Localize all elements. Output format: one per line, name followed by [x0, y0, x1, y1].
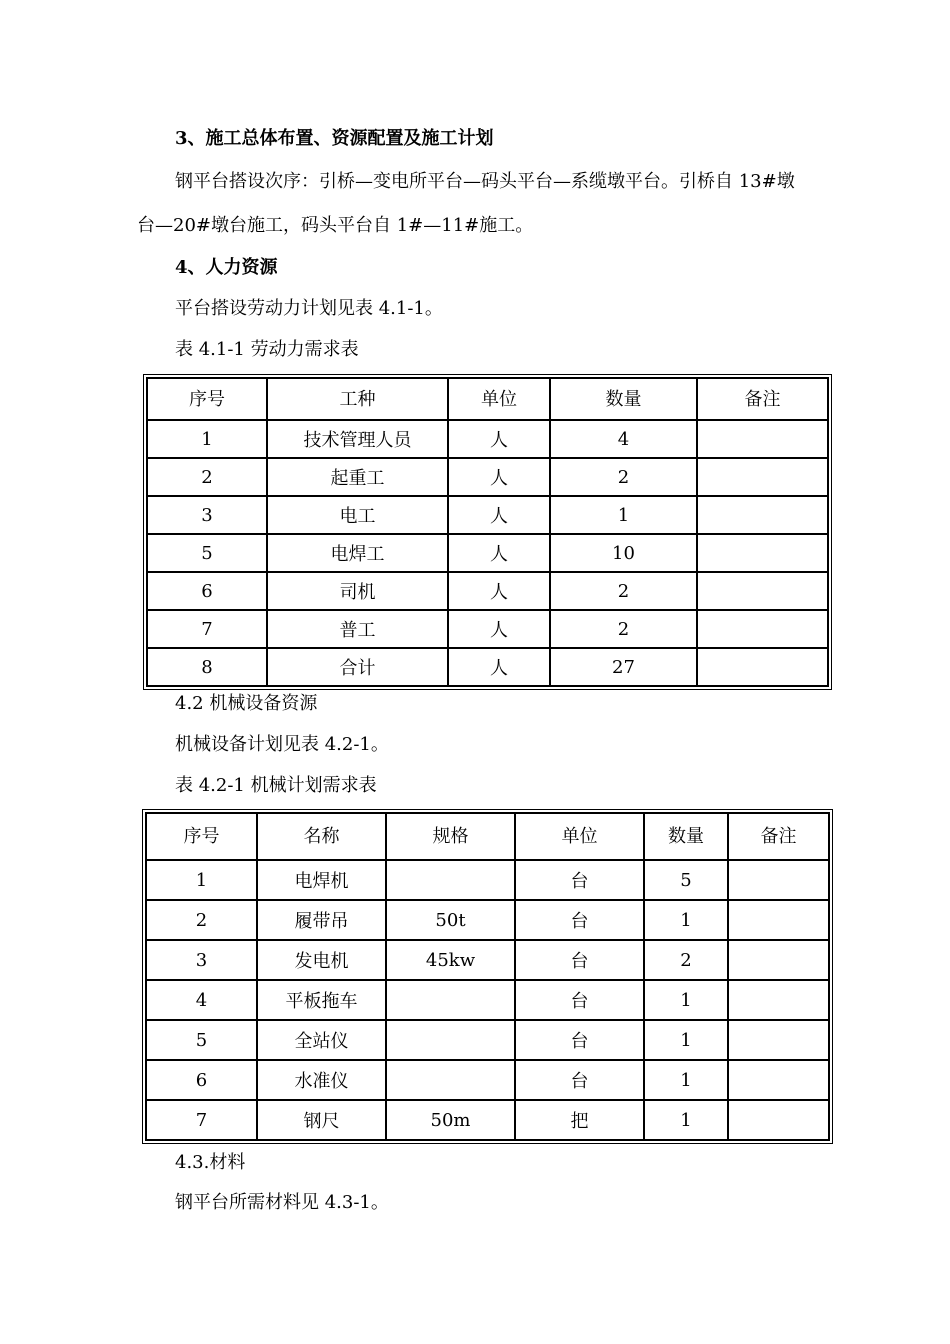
table-cell — [728, 1060, 829, 1100]
cell-value: 8 — [201, 656, 213, 678]
table-cell — [146, 1100, 257, 1140]
table-row — [147, 496, 828, 534]
header-label: 单位 — [481, 389, 517, 410]
header-label: 备注 — [760, 826, 797, 847]
table-cell — [697, 458, 828, 496]
section-3-heading: 3、施工总体布置、资源配置及施工计划 — [175, 128, 494, 149]
cell-value: 7 — [195, 1109, 208, 1131]
table-cell — [448, 458, 550, 496]
table-cell — [448, 610, 550, 648]
cell-value: 6 — [195, 1069, 208, 1091]
table-cell — [147, 610, 267, 648]
table-cell — [728, 1020, 829, 1060]
cell-value: 人 — [490, 468, 508, 489]
cell-value: 全站仪 — [294, 1031, 349, 1052]
table-cell — [644, 860, 728, 900]
table-cell — [697, 610, 828, 648]
table-cell — [550, 610, 697, 648]
table-cell — [515, 1100, 644, 1140]
cell-value: 27 — [612, 656, 635, 678]
table-header-row — [146, 813, 829, 860]
cell-value: 电焊工 — [330, 544, 385, 565]
machine-plan-intro: 机械设备计划见表 4.2-1。 — [175, 734, 389, 755]
table-cell — [147, 572, 267, 610]
table-cell — [728, 860, 829, 900]
table-cell — [257, 1060, 386, 1100]
table-cell — [515, 1060, 644, 1100]
table-header-cell — [386, 813, 515, 860]
cell-value: 台 — [570, 951, 589, 972]
table-cell — [550, 534, 697, 572]
table-cell — [515, 1020, 644, 1060]
labor-table-caption: 表 4.1-1 劳动力需求表 — [175, 339, 359, 360]
table-cell — [146, 900, 257, 940]
table-cell — [146, 1060, 257, 1100]
cell-value: 3 — [195, 949, 208, 971]
table-row — [147, 534, 828, 572]
cell-value: 2 — [680, 949, 692, 971]
table-cell — [386, 1060, 515, 1100]
cell-value: 人 — [490, 430, 508, 451]
labor-plan-intro: 平台搭设劳动力计划见表 4.1-1。 — [175, 298, 443, 319]
table-header-cell — [697, 378, 828, 420]
table-cell — [146, 1020, 257, 1060]
table-cell — [697, 648, 828, 686]
table-cell — [550, 420, 697, 458]
table-cell — [728, 900, 829, 940]
table-header-cell — [147, 378, 267, 420]
table-cell — [644, 940, 728, 980]
table-cell — [257, 1020, 386, 1060]
table-header-cell — [644, 813, 728, 860]
cell-value: 台 — [570, 871, 589, 892]
cell-value: 把 — [570, 1111, 589, 1132]
table-cell — [515, 980, 644, 1020]
table-cell — [697, 572, 828, 610]
table-cell — [728, 980, 829, 1020]
table-cell — [550, 572, 697, 610]
cell-value: 电焊机 — [294, 871, 349, 892]
table-header-cell — [146, 813, 257, 860]
cell-value: 45kw — [425, 949, 476, 971]
table-row — [147, 648, 828, 686]
header-label: 序号 — [183, 826, 220, 847]
table-cell — [257, 980, 386, 1020]
table-cell — [147, 420, 267, 458]
table-header-cell — [448, 378, 550, 420]
table-cell — [267, 534, 448, 572]
table-cell — [257, 940, 386, 980]
table-header-cell — [515, 813, 644, 860]
table-cell — [515, 860, 644, 900]
table-cell — [550, 648, 697, 686]
table-cell — [728, 1100, 829, 1140]
cell-value: 普工 — [339, 620, 376, 641]
table-cell — [697, 534, 828, 572]
cell-value: 起重工 — [330, 468, 385, 489]
table-row — [146, 1100, 829, 1140]
table-cell — [515, 940, 644, 980]
cell-value: 台 — [570, 1031, 589, 1052]
table-cell — [267, 496, 448, 534]
table-cell — [550, 496, 697, 534]
cell-value: 2 — [617, 618, 630, 640]
table-row — [147, 572, 828, 610]
machine-demand-table — [145, 812, 830, 1141]
header-label: 规格 — [432, 826, 469, 847]
cell-value: 技术管理人员 — [303, 430, 412, 451]
table-cell — [386, 980, 515, 1020]
machine-table-caption: 表 4.2-1 机械计划需求表 — [175, 775, 377, 796]
table-cell — [146, 860, 257, 900]
section-4-2-heading: 4.2 机械设备资源 — [175, 693, 318, 714]
cell-value: 钢尺 — [303, 1111, 340, 1132]
table-cell — [267, 648, 448, 686]
cell-value: 4 — [195, 989, 208, 1011]
cell-value: 1 — [617, 504, 630, 526]
header-label: 单位 — [561, 826, 598, 847]
table-header-cell — [267, 378, 448, 420]
cell-value: 人 — [490, 658, 508, 679]
cell-value: 台 — [570, 1071, 589, 1092]
table-row — [147, 458, 828, 496]
cell-value: 1 — [680, 989, 692, 1011]
table-row — [146, 860, 829, 900]
cell-value: 人 — [490, 620, 508, 641]
cell-value: 1 — [680, 1029, 692, 1051]
cell-value: 人 — [490, 582, 508, 603]
cell-value: 5 — [201, 542, 213, 564]
table-cell — [550, 458, 697, 496]
table-cell — [448, 534, 550, 572]
table-header-cell — [550, 378, 697, 420]
cell-value: 1 — [680, 1109, 692, 1131]
header-label: 名称 — [303, 826, 340, 847]
cell-value: 3 — [201, 504, 213, 526]
table-row — [146, 1020, 829, 1060]
cell-value: 台 — [570, 991, 589, 1012]
table-cell — [386, 860, 515, 900]
table-row — [147, 420, 828, 458]
table-cell — [257, 900, 386, 940]
cell-value: 台 — [570, 911, 589, 932]
cell-value: 1 — [195, 869, 208, 891]
table-cell — [386, 900, 515, 940]
cell-value: 10 — [612, 542, 635, 564]
cell-value: 2 — [195, 909, 208, 931]
cell-value: 1 — [680, 1069, 692, 1091]
table-cell — [697, 496, 828, 534]
cell-value: 4 — [617, 428, 630, 450]
table-cell — [515, 900, 644, 940]
table-cell — [644, 1100, 728, 1140]
cell-value: 电工 — [339, 506, 376, 527]
table-cell — [146, 980, 257, 1020]
table-cell — [386, 1100, 515, 1140]
table-cell — [257, 1100, 386, 1140]
table-row — [146, 1060, 829, 1100]
table-header-row — [147, 378, 828, 420]
cell-value: 2 — [201, 466, 213, 488]
cell-value: 发电机 — [294, 951, 349, 972]
cell-value: 6 — [201, 580, 213, 602]
cell-value: 平板拖车 — [285, 991, 358, 1012]
table-cell — [267, 572, 448, 610]
cell-value: 司机 — [339, 582, 376, 603]
cell-value: 水准仪 — [294, 1071, 349, 1092]
table-row — [146, 940, 829, 980]
cell-value: 7 — [201, 618, 213, 640]
table-cell — [697, 420, 828, 458]
table-cell — [448, 496, 550, 534]
table-cell — [644, 1020, 728, 1060]
cell-value: 1 — [680, 909, 692, 931]
table-cell — [386, 1020, 515, 1060]
material-intro: 钢平台所需材料见 4.3-1。 — [175, 1192, 389, 1213]
table-cell — [448, 648, 550, 686]
cell-value: 5 — [680, 869, 692, 891]
cell-value: 50t — [435, 909, 466, 931]
header-label: 数量 — [668, 826, 704, 847]
cell-value: 50m — [430, 1109, 471, 1131]
table-cell — [448, 420, 550, 458]
table-cell — [147, 648, 267, 686]
header-label: 序号 — [189, 389, 225, 410]
section-3-paragraph-line-2: 台—20#墩台施工，码头平台自 1#—11#施工。 — [137, 215, 534, 236]
table-cell — [644, 1060, 728, 1100]
table-cell — [147, 534, 267, 572]
table-cell — [267, 610, 448, 648]
table-row — [146, 980, 829, 1020]
section-3-paragraph-line-1: 钢平台搭设次序：引桥—变电所平台—码头平台—系缆墩平台。引桥自 13#墩 — [175, 171, 795, 192]
table-row — [146, 900, 829, 940]
table-cell — [146, 940, 257, 980]
table-cell — [147, 458, 267, 496]
table-cell — [147, 496, 267, 534]
header-label: 数量 — [605, 389, 642, 410]
cell-value: 人 — [490, 544, 508, 565]
table-row — [147, 610, 828, 648]
cell-value: 1 — [201, 428, 213, 450]
table-header-cell — [728, 813, 829, 860]
section-4-heading: 4、人力资源 — [175, 257, 278, 278]
cell-value: 人 — [490, 506, 508, 527]
section-4-3-heading: 4.3.材料 — [175, 1152, 246, 1173]
table-cell — [644, 980, 728, 1020]
header-label: 工种 — [339, 389, 376, 410]
header-label: 备注 — [744, 389, 781, 410]
cell-value: 履带吊 — [294, 911, 349, 932]
labor-demand-table — [146, 377, 829, 687]
table-cell — [386, 940, 515, 980]
table-cell — [448, 572, 550, 610]
table-cell — [267, 420, 448, 458]
table-header-cell — [257, 813, 386, 860]
cell-value: 2 — [617, 580, 630, 602]
cell-value: 2 — [617, 466, 630, 488]
table-cell — [257, 860, 386, 900]
table-cell — [267, 458, 448, 496]
cell-value: 合计 — [339, 658, 376, 679]
table-cell — [728, 940, 829, 980]
cell-value: 5 — [195, 1029, 208, 1051]
table-cell — [644, 900, 728, 940]
